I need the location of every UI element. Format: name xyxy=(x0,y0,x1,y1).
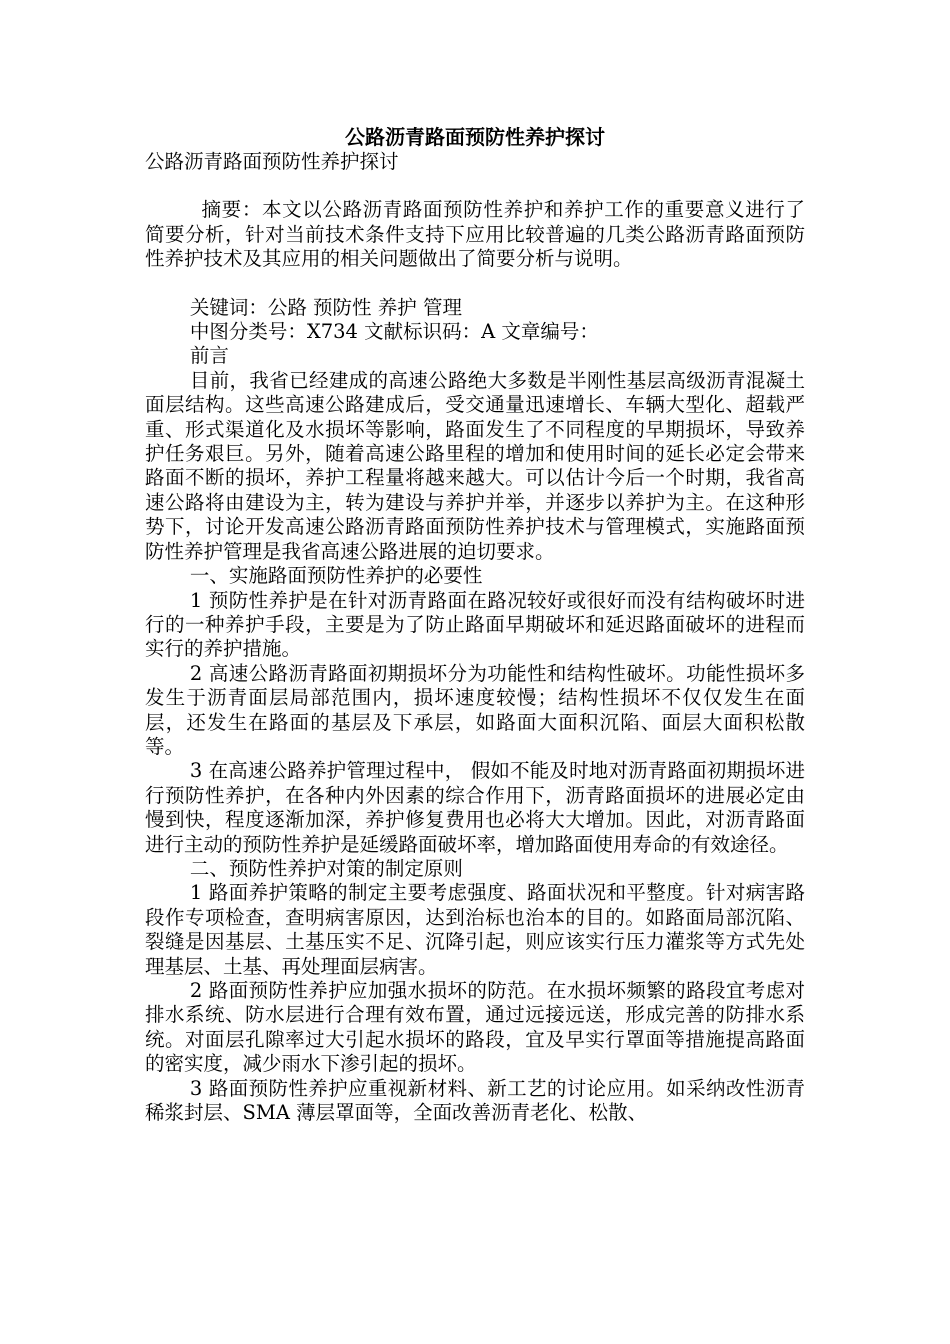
document-body xyxy=(145,150,805,1125)
abstract-paragraph: 摘要：本文以公路沥青路面预防性养护和养护工作的重要意义进行了简要分析，针对当前技术条件支持下应用比较普遍的几类公路沥青路面预防性养护技术及其应用的相关问题做出了简要分析与说明。 xyxy=(145,198,805,271)
document-subtitle: 公路沥青路面预防性养护探讨 xyxy=(145,150,399,173)
body-paragraph: 2 路面预防性养护应加强水损坏的防范。在水损坏频繁的路段宜考虑对排水系统、防水层进行合理有效布置，通过远接远送，形成完善的防排水系统。对面层孔隙率过大引起水损坏的路段，宜及早实行罩面等措施提高路面的密实度，减少雨水下渗引起的损坏。 xyxy=(145,979,805,1076)
body-paragraph: 2 高速公路沥青路面初期损坏分为功能性和结构性破坏。功能性损坏多发生于沥青面层局部范围内，损坏速度较慢；结构性损坏不仅仅发生在面层，还发生在路面的基层及下承层，如路面大面积沉陷、面层大面积松散等。 xyxy=(145,661,805,758)
preface-heading: 前言 xyxy=(189,344,229,368)
preface-paragraph: 目前，我省已经建成的高速公路绝大多数是半刚性基层高级沥青混凝土面层结构。这些高速公路建成后，受交通量迅速增长、车辆大型化、超载严重、形式渠道化及水损坏等影响，路面发生了不同程度的早期损坏，导致养护任务艰巨。另外，随着高速公路里程的增加和使用时间的延长必定会带来路面不断的损坏，养护工程量将越来越大。可以估计今后一个时期，我省高速公路将由建设为主，转为建设与养护并举，并逐步以养护为主。在这种形势下，讨论开发高速公路沥青路面预防性养护技术与管理模式，实施路面预防性养护管理是我省高速公路进展的迫切要求。 xyxy=(145,368,805,563)
body-paragraph: 1 预防性养护是在针对沥青路面在路况较好或很好而没有结构破坏时进行的一种养护手段，主要是为了防止路面早期破坏和延迟路面破坏的进程而实行的养护措施。 xyxy=(145,588,805,661)
body-paragraph: 3 路面预防性养护应重视新材料、新工艺的讨论应用。如采纳改性沥青稀浆封层、SMA 薄层罩面等，全面改善沥青老化、松散、 xyxy=(145,1076,805,1125)
document-title: 公路沥青路面预防性养护探讨 xyxy=(345,125,605,149)
body-paragraph: 3 在高速公路养护管理过程中， 假如不能及时地对沥青路面初期损坏进行预防性养护，在各种内外因素的综合作用下，沥青路面损坏的进展必定由慢到快，程度逐渐加深，养护修复费用也必将大大增加。因此，对沥青路面进行主动的预防性养护是延缓路面破坏率，增加路面使用寿命的有效途径。 xyxy=(145,759,805,856)
body-paragraph: 1 路面养护策略的制定主要考虑强度、路面状况和平整度。针对病害路段作专项检查，查明病害原因，达到治标也治本的目的。如路面局部沉陷、裂缝是因基层、土基压实不足、沉降引起，则应该实行压力灌浆等方式先处理基层、土基、再处理面层病害。 xyxy=(145,881,805,978)
classification-line: 中图分类号：X734 文献标识码：A 文章编号： xyxy=(189,320,599,344)
section-heading: 二、预防性养护对策的制定原则 xyxy=(189,856,463,880)
blank-line xyxy=(145,174,805,198)
section-heading: 一、实施路面预防性养护的必要性 xyxy=(189,564,483,588)
blank-line xyxy=(145,272,805,296)
keywords-line: 关键词：公路 预防性 养护 管理 xyxy=(189,295,462,319)
